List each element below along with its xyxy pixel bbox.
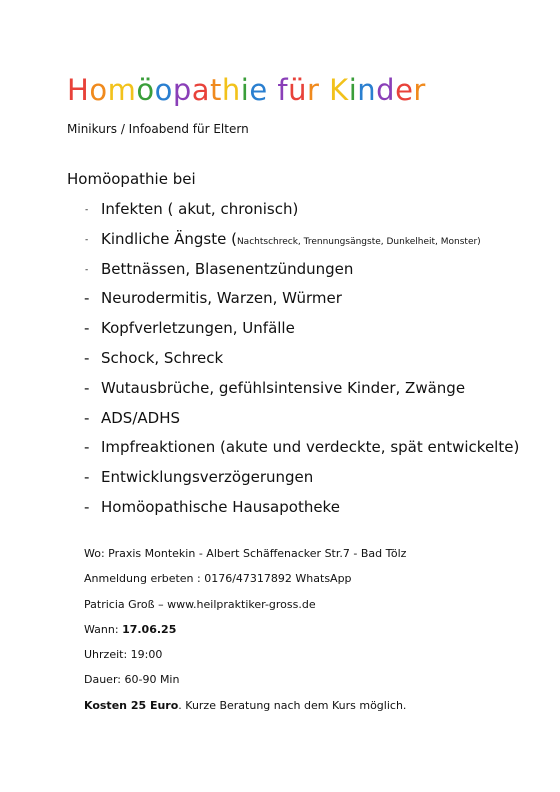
title-letter: t: [210, 73, 222, 107]
list-item: [0, 376, 560, 406]
bullet-dash: -: [84, 319, 90, 338]
list-item: [0, 495, 560, 525]
title-letter: [268, 70, 278, 110]
bullet-dash: -: [84, 438, 90, 457]
time-line: Uhrzeit: 19:00: [84, 648, 163, 662]
title-letter: p: [172, 73, 192, 107]
event-info: [84, 547, 406, 724]
contact-line: Patricia Groß – www.heilpraktiker-gross.de: [84, 597, 316, 611]
title-letter: f: [277, 73, 289, 107]
list-item: [0, 286, 560, 316]
page-title: [67, 70, 426, 110]
cost-bold: Kosten 25 Euro: [84, 698, 179, 712]
date-value: 17.06.25: [122, 622, 177, 636]
bullet-dash: -: [84, 378, 90, 397]
list-item: [0, 257, 560, 287]
cost-line: [84, 699, 406, 724]
title-letter: d: [376, 73, 396, 107]
list-item: [0, 465, 560, 495]
title-letter: n: [357, 73, 377, 107]
registration-line: Anmeldung erbeten : 0176/47317892 WhatsApp: [84, 572, 352, 586]
title-letter: ö: [136, 73, 155, 107]
title-letter: m: [107, 73, 137, 107]
list-item: [0, 346, 560, 376]
title-letter: a: [191, 73, 211, 107]
list-item: [0, 406, 560, 436]
intro-heading: Homöopathie bei: [67, 170, 196, 188]
title-letter: r: [307, 73, 320, 107]
list-item: [0, 197, 560, 227]
list-item-note: Nachtschreck, Trennungsängste, Dunkelheit, Monster): [236, 236, 481, 247]
list-item-text: Bettnässen, Blasenentzündungen: [101, 259, 354, 278]
bullet-dash: -: [85, 264, 89, 275]
bullet-dash: -: [84, 408, 90, 427]
title-letter: o: [89, 73, 108, 107]
title-letter: r: [413, 73, 426, 107]
title-letter: H: [67, 73, 90, 107]
bullet-dash: -: [84, 468, 90, 487]
title-letter: o: [154, 73, 173, 107]
duration-line: Dauer: 60-90 Min: [84, 673, 180, 687]
list-item: [0, 316, 560, 346]
title-letter: K: [329, 73, 349, 107]
title-letter: h: [221, 73, 241, 107]
location-line: Wo: Praxis Montekin - Albert Schäffenacker Str.7 - Bad Tölz: [84, 547, 407, 560]
bullet-dash: -: [84, 348, 90, 367]
bullet-dash: -: [84, 289, 90, 308]
list-item-text: Neurodermitis, Warzen, Würmer: [101, 289, 342, 308]
subtitle: Minikurs / Infoabend für Eltern: [67, 122, 249, 136]
topic-list: [0, 197, 560, 525]
title-letter: e: [249, 73, 268, 107]
cost-rest: . Kurze Beratung nach dem Kurs möglich.: [178, 698, 407, 712]
title-letter: ü: [288, 73, 308, 107]
title-letter: e: [395, 73, 414, 107]
list-item: [0, 435, 560, 465]
date-label: Wann:: [84, 622, 123, 636]
list-item: [0, 227, 560, 257]
list-item-text: Infekten ( akut, chronisch): [101, 200, 299, 218]
date-line: [84, 623, 406, 648]
title-letter: i: [348, 73, 358, 107]
title-letter: [319, 70, 329, 110]
list-item-text: Kopfverletzungen, Unfälle: [101, 319, 295, 338]
list-item-text: Schock, Schreck: [101, 348, 224, 367]
title-letter: i: [240, 73, 250, 107]
list-item-text: Homöopathische Hausapotheke: [101, 497, 340, 516]
bullet-dash: -: [84, 497, 90, 516]
list-item-text: Impfreaktionen (akute und verdeckte, spät entwickelte): [101, 438, 520, 457]
bullet-dash: -: [85, 234, 89, 245]
list-item-text: Wutausbrüche, gefühlsintensive Kinder, Zwänge: [101, 378, 466, 397]
list-item-text: ADS/ADHS: [101, 408, 180, 427]
list-item-text: Kindliche Ängste (: [101, 229, 237, 248]
list-item-text: Entwicklungsverzögerungen: [101, 468, 314, 487]
bullet-dash: -: [85, 205, 89, 215]
